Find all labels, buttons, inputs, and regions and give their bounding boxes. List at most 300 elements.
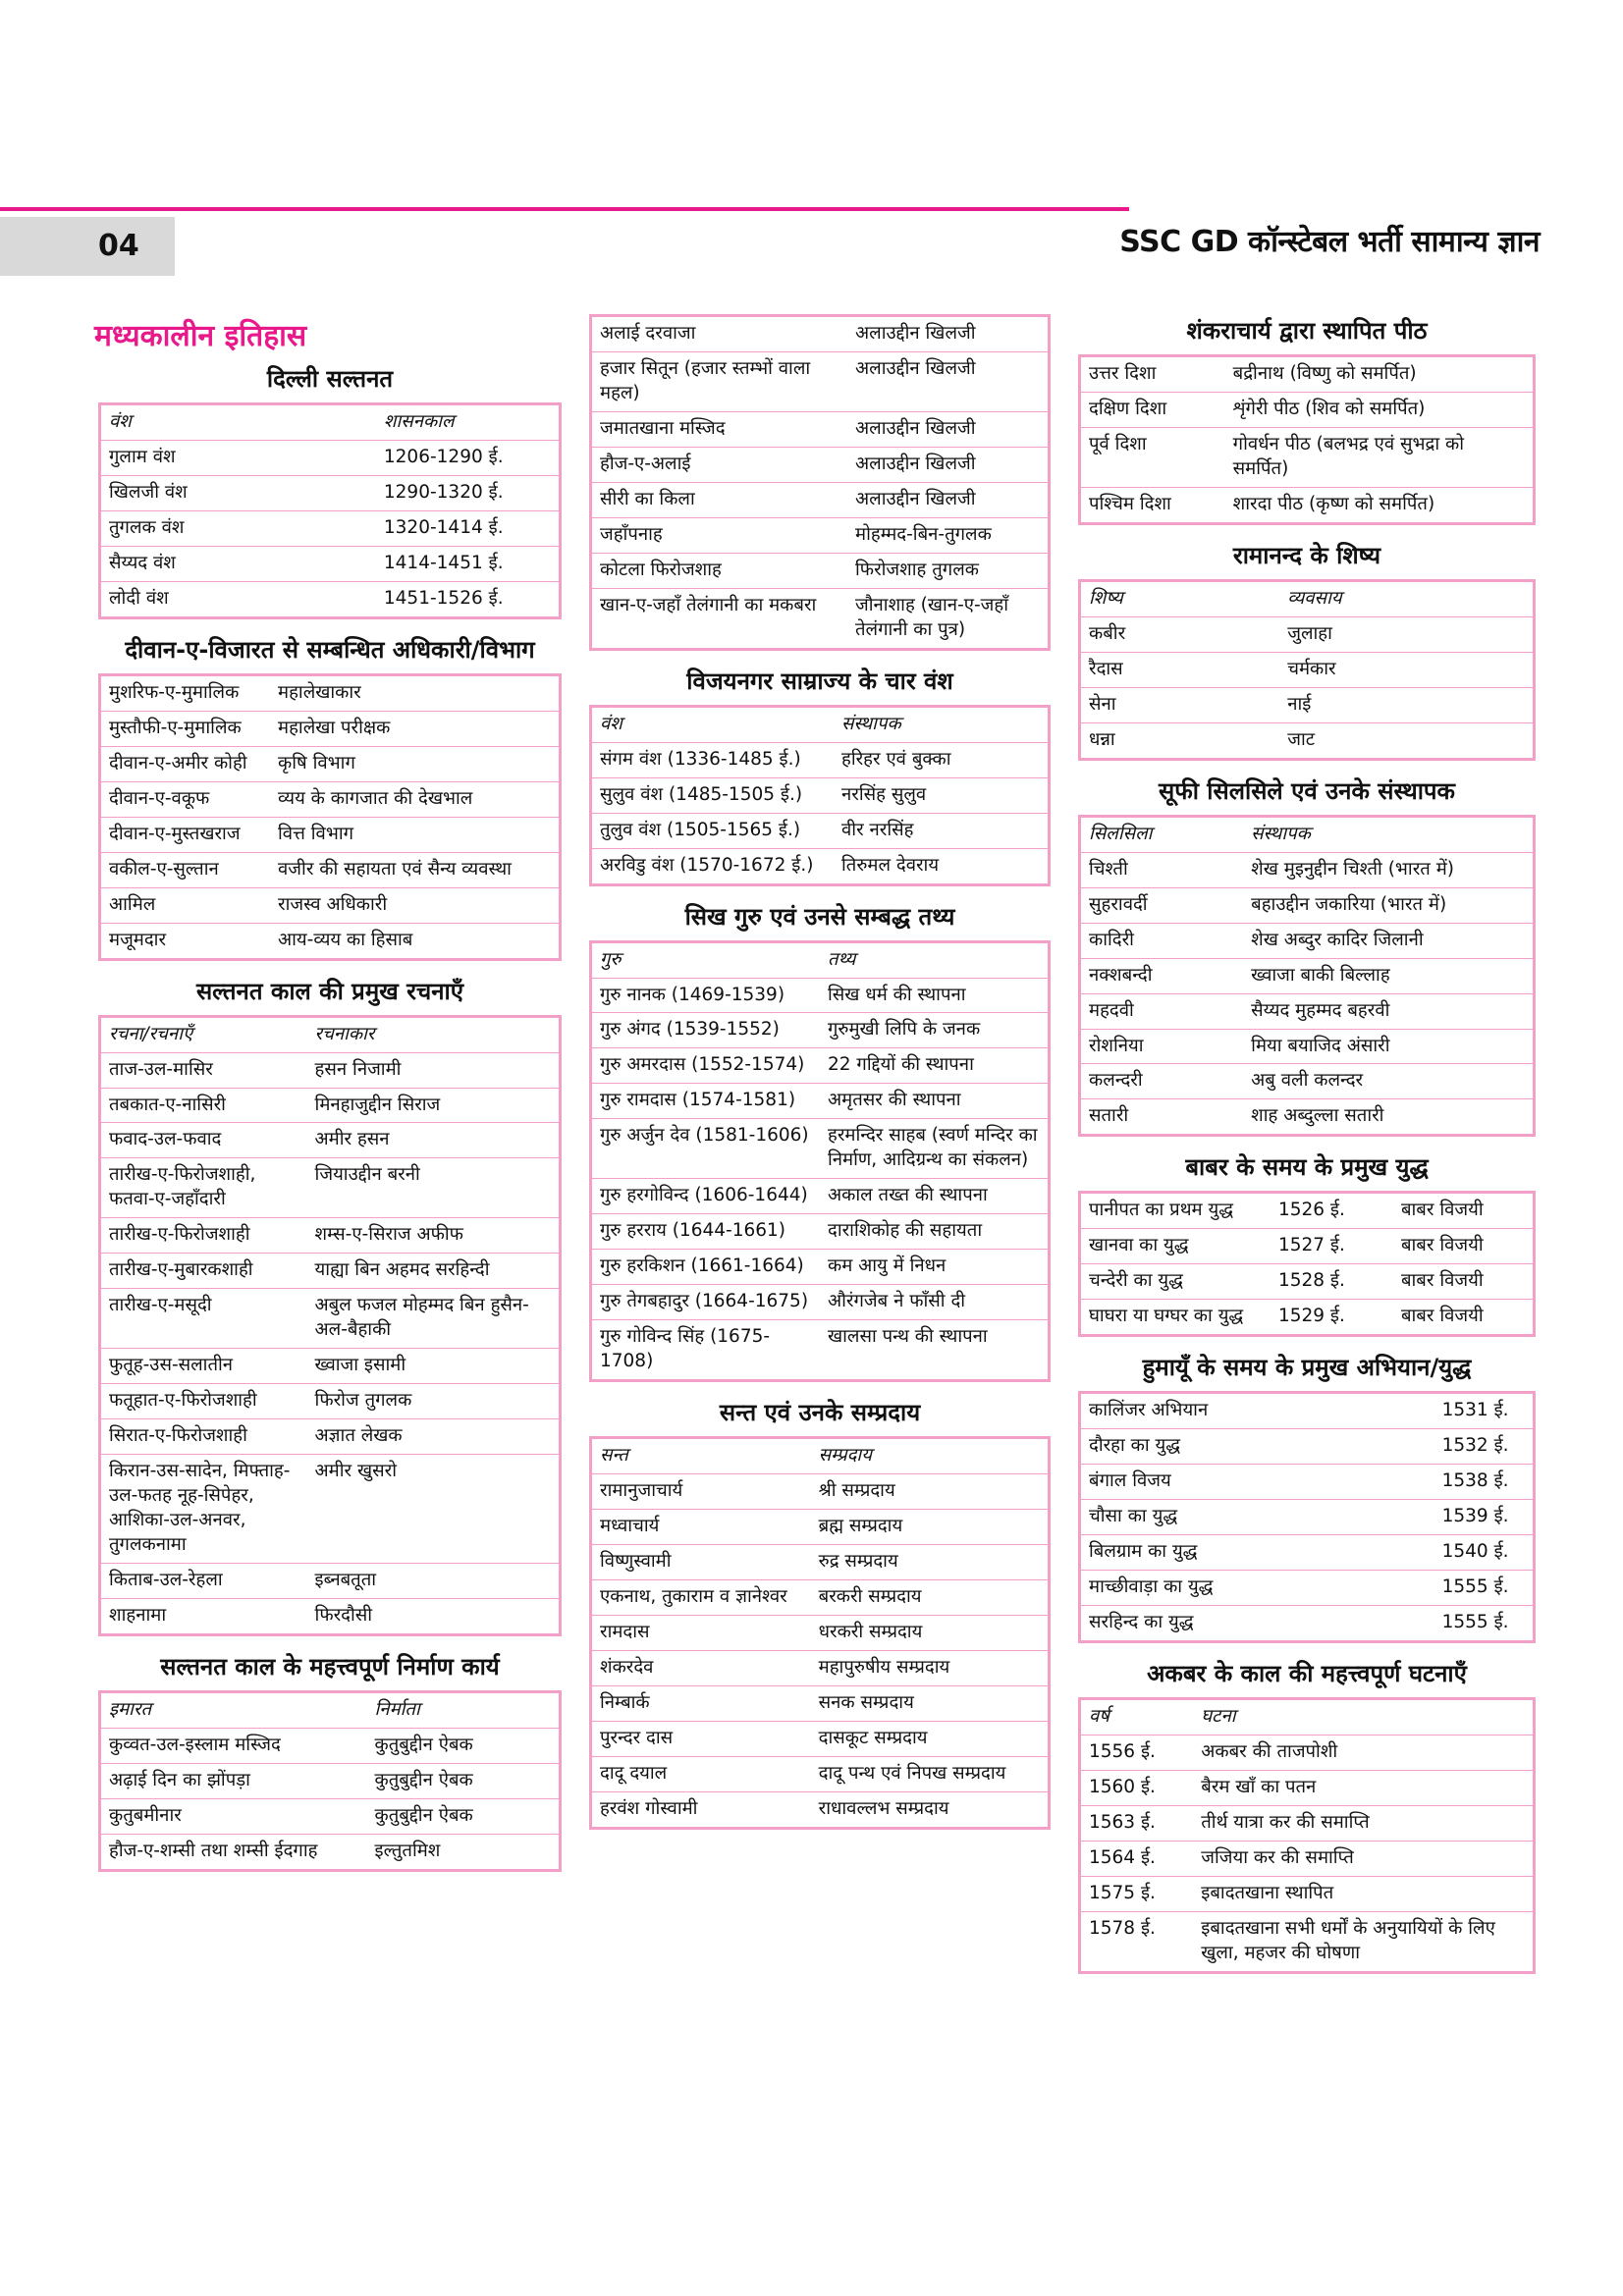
- table-row: [100, 1384, 561, 1419]
- section-title: दिल्ली सल्तनत: [266, 365, 394, 393]
- table-cell: फिरोज तुगलक: [307, 1384, 561, 1419]
- section-title: हुमायूँ के समय के प्रमुख अभियान/युद्ध: [1142, 1354, 1472, 1382]
- table-cell: जमातखाना मस्जिद: [591, 411, 848, 447]
- table-cell: वीर नरसिंह: [834, 813, 1050, 848]
- table-row: [100, 674, 561, 711]
- table-row: [100, 1419, 561, 1455]
- table-cell: हरवंश गोस्वामी: [600, 1797, 698, 1819]
- table-row: [591, 1084, 1050, 1119]
- table-row: [1080, 1429, 1535, 1465]
- table-row: [591, 1685, 1050, 1721]
- table-row: [1080, 722, 1535, 759]
- table-cell: राजस्व अधिकारी: [270, 887, 560, 923]
- table-cell: शाह अब्दुल्ला सतारी: [1251, 1105, 1384, 1127]
- table-cell: 1539 ई.: [1434, 1500, 1535, 1535]
- table-row: [1080, 1029, 1535, 1064]
- table-row: [100, 1349, 561, 1384]
- section: [1078, 1657, 1536, 1974]
- table-row: [1080, 1535, 1535, 1571]
- section-title: शंकराचार्य द्वारा स्थापित पीठ: [1186, 317, 1428, 345]
- data-table: [589, 314, 1051, 651]
- table-cell: याह्या बिन अहमद सरहिन्दी: [307, 1254, 561, 1289]
- table-header-row: [591, 941, 1050, 978]
- column-header: तथ्य: [820, 941, 1050, 978]
- column-header: रचनाकार: [307, 1016, 561, 1052]
- table-row: [1080, 1064, 1535, 1099]
- table-cell: एकनाथ, तुकाराम व ज्ञानेश्वर: [591, 1580, 811, 1616]
- column-header: घटना: [1193, 1699, 1534, 1735]
- table-cell: कुतुबुद्दीन ऐबक: [367, 1763, 561, 1798]
- table-cell: अमृतसर की स्थापना: [820, 1084, 1050, 1119]
- table-row: [591, 813, 1050, 848]
- table-cell: कम आयु में निधन: [820, 1250, 1050, 1285]
- table-cell: शम्स-ए-सिराज अफीफ: [307, 1218, 561, 1254]
- section: [589, 900, 1051, 1383]
- table-cell: कृषि विभाग: [270, 746, 560, 781]
- table-row: [100, 1834, 561, 1870]
- section-title: रामानन्द के शिष्य: [1232, 541, 1381, 569]
- table-row: [591, 742, 1050, 777]
- table-cell: हरमन्दिर साहब (स्वर्ण मन्दिर का निर्माण, आदिग्रन्थ का संकलन): [820, 1119, 1050, 1179]
- table-row: [1080, 1300, 1535, 1336]
- table-row: [1080, 1805, 1535, 1841]
- table-cell: ख्वाजा इसामी: [307, 1349, 561, 1384]
- table-cell: 1563 ई.: [1080, 1805, 1194, 1841]
- table-cell: तारीख-ए-मसूदी: [100, 1289, 307, 1349]
- table-row: [1080, 887, 1535, 923]
- data-table: [589, 940, 1051, 1383]
- table-cell: खानवा का युद्ध: [1080, 1229, 1271, 1264]
- table-header-row: [1080, 580, 1535, 616]
- table-row: [1080, 1465, 1535, 1500]
- table-cell: आमिल: [100, 887, 271, 923]
- table-row: [100, 1728, 561, 1763]
- table-cell: दक्षिण दिशा: [1080, 392, 1225, 427]
- table-cell: 1529 ई.: [1277, 1306, 1345, 1327]
- table-cell: जहाँपनाह: [591, 517, 848, 553]
- table-cell: अकबर की ताजपोशी: [1193, 1735, 1534, 1771]
- data-table: [98, 673, 562, 961]
- table-row: [100, 781, 561, 817]
- table-cell: अमीर हसन: [307, 1123, 561, 1158]
- table-cell: शारदा पीठ (कृष्ण को समर्पित): [1232, 493, 1435, 514]
- data-table: [98, 1690, 562, 1872]
- table-cell: कोटला फिरोजशाह: [591, 553, 848, 588]
- table-cell: बहाउद्दीन जकारिया (भारत में): [1243, 887, 1534, 923]
- chapter-title: मध्यकालीन इतिहास: [94, 319, 307, 353]
- data-table: [98, 402, 562, 619]
- table-row: [591, 1179, 1050, 1214]
- table-cell: इबादतखाना सभी धर्मों के अनुयायियों के लिए खुला, महजर की घोषणा: [1201, 1917, 1495, 1963]
- column-header: वर्ष: [1080, 1699, 1194, 1735]
- table-row: [100, 817, 561, 852]
- column-header: शिष्य: [1080, 580, 1280, 616]
- table-cell: शेख अब्दुर कादिर जिलानी: [1243, 923, 1534, 958]
- table-row: [591, 1474, 1050, 1510]
- table-cell: विष्णुस्वामी: [591, 1545, 811, 1580]
- table-cell: हौज-ए-शम्सी तथा शम्सी ईदगाह: [109, 1840, 318, 1861]
- table-cell: संगम वंश (1336-1485 ई.): [591, 742, 835, 777]
- table-row: [100, 923, 561, 959]
- table-cell: सैय्यद मुहम्मद बहरवी: [1243, 993, 1534, 1029]
- section: [98, 975, 562, 1636]
- table-row: [100, 1455, 561, 1564]
- section-title: सन्त एवं उनके सम्प्रदाय: [719, 1399, 921, 1427]
- table-cell: अलाउद्दीन खिलजी: [847, 482, 1049, 517]
- table-row: [1080, 427, 1535, 487]
- table-cell: दीवान-ए-वकूफ: [100, 781, 271, 817]
- table-cell: फतूहात-ए-फिरोजशाही: [100, 1384, 307, 1419]
- table-cell: श्री सम्प्रदाय: [811, 1474, 1050, 1510]
- section: [1078, 1351, 1536, 1643]
- table-cell: बाबर विजयी: [1393, 1264, 1535, 1300]
- table-cell: अढ़ाई दिन का झोंपड़ा: [100, 1763, 367, 1798]
- table-cell: हसन निजामी: [307, 1052, 561, 1088]
- table-row: [100, 1254, 561, 1289]
- table-row: [591, 351, 1050, 411]
- table-cell: सरहिन्द का युद्ध: [1089, 1612, 1194, 1633]
- table-cell: गोवर्धन पीठ (बलभद्र एवं सुभद्रा को समर्पित): [1225, 427, 1535, 487]
- table-cell: कुतुबुद्दीन ऐबक: [367, 1728, 561, 1763]
- table-row: [591, 1756, 1050, 1791]
- table-cell: मोहम्मद-बिन-तुगलक: [847, 517, 1049, 553]
- table-row: [591, 1721, 1050, 1756]
- section-title: सल्तनत काल की प्रमुख रचनाएँ: [195, 977, 464, 1005]
- table-header-row: [1080, 816, 1535, 852]
- table-cell: दादू पन्थ एवं निपख सम्प्रदाय: [811, 1756, 1050, 1791]
- table-cell: शंकरदेव: [591, 1650, 811, 1685]
- table-cell: गुरु नानक (1469-1539): [591, 978, 821, 1013]
- data-table: [1078, 579, 1536, 761]
- table-row: [591, 1214, 1050, 1250]
- section-title: सल्तनत काल के महत्त्वपूर्ण निर्माण कार्य: [160, 1652, 500, 1681]
- table-cell: जुलाहा: [1279, 616, 1534, 652]
- section: [1078, 539, 1536, 761]
- table-row: [591, 1580, 1050, 1616]
- table-cell: तिरुमल देवराय: [841, 854, 940, 876]
- table-cell: आय-व्यय का हिसाब: [278, 929, 413, 950]
- table-cell: कुव्वत-उल-इस्लाम मस्जिद: [100, 1728, 367, 1763]
- section: [98, 633, 562, 961]
- table-cell: 1320-1414 ई.: [376, 510, 561, 546]
- table-cell: 1414-1451 ई.: [376, 546, 561, 581]
- table-cell: ताज-उल-मासिर: [100, 1052, 307, 1088]
- table-cell: धन्ना: [1089, 728, 1115, 750]
- table-row: [1080, 392, 1535, 427]
- table-cell: दौरहा का युद्ध: [1080, 1429, 1434, 1465]
- table-row: [591, 1650, 1050, 1685]
- table-row: [591, 1119, 1050, 1179]
- table-cell: महालेखाकार: [270, 674, 560, 711]
- table-cell: इल्तुतमिश: [374, 1840, 441, 1861]
- column-header: वंश: [591, 706, 835, 742]
- table-cell: अरविडु वंश (1570-1672 ई.): [600, 854, 814, 876]
- column-header: रचना/रचनाएँ: [100, 1016, 307, 1052]
- table-cell: तबकात-ए-नासिरी: [100, 1088, 307, 1123]
- table-cell: 1555 ई.: [1434, 1571, 1535, 1606]
- table-row: [1080, 993, 1535, 1029]
- table-row: [1080, 1099, 1535, 1136]
- table-row: [591, 1545, 1050, 1580]
- table-cell: 1560 ई.: [1080, 1771, 1194, 1806]
- table-cell: कुतुबुद्दीन ऐबक: [367, 1798, 561, 1834]
- section-title: बाबर के समय के प्रमुख युद्ध: [1185, 1153, 1429, 1182]
- table-row: [100, 887, 561, 923]
- column-header: गुरु: [591, 941, 821, 978]
- data-table: [1078, 1191, 1536, 1337]
- table-cell: मुस्तौफी-ए-मुमालिक: [100, 711, 271, 746]
- data-table: [1078, 1391, 1536, 1643]
- table-row: [1080, 1771, 1535, 1806]
- table-cell: सिख धर्म की स्थापना: [820, 978, 1050, 1013]
- table-cell: फिरोजशाह तुगलक: [847, 553, 1049, 588]
- table-row: [1080, 1393, 1535, 1429]
- table-row: [1080, 616, 1535, 652]
- table-row: [1080, 1876, 1535, 1911]
- section: [1078, 1150, 1536, 1337]
- table-cell: जियाउद्दीन बरनी: [307, 1158, 561, 1218]
- table-cell: गुरु तेगबहादुर (1664-1675): [591, 1285, 821, 1320]
- section: [1078, 774, 1536, 1138]
- data-table: [589, 1436, 1051, 1830]
- section-title: विजयनगर साम्राज्य के चार वंश: [686, 667, 953, 695]
- table-cell: पानीपत का प्रथम युद्ध: [1080, 1193, 1271, 1229]
- table-row: [100, 546, 561, 581]
- column-header: निर्माता: [367, 1691, 561, 1728]
- column-3: [1078, 314, 1536, 1988]
- table-row: [1080, 1571, 1535, 1606]
- table-cell: 22 गद्दियों की स्थापना: [820, 1048, 1050, 1084]
- table-cell: सनक सम्प्रदाय: [811, 1685, 1050, 1721]
- table-row: [1080, 1264, 1535, 1300]
- table-cell: 1206-1290 ई.: [376, 440, 561, 475]
- table-cell: पुरन्दर दास: [591, 1721, 811, 1756]
- table-cell: मध्वाचार्य: [591, 1510, 811, 1545]
- table-cell: गुरु अमरदास (1552-1574): [591, 1048, 821, 1084]
- table-cell: 1564 ई.: [1080, 1841, 1194, 1876]
- data-table: [589, 705, 1051, 886]
- table-cell: रामानुजाचार्य: [591, 1474, 811, 1510]
- table-cell: खिलजी वंश: [100, 475, 376, 510]
- table-cell: नाई: [1279, 687, 1534, 722]
- table-row: [591, 978, 1050, 1013]
- table-cell: 1526 ई.: [1271, 1193, 1393, 1229]
- table-row: [591, 553, 1050, 588]
- column-header: संस्थापक: [834, 706, 1050, 742]
- table-cell: राधावल्लभ सम्प्रदाय: [818, 1797, 949, 1819]
- table-row: [1080, 1500, 1535, 1535]
- table-cell: पश्चिम दिशा: [1089, 493, 1171, 514]
- table-cell: चिश्ती: [1080, 852, 1244, 887]
- table-cell: अलाउद्दीन खिलजी: [847, 411, 1049, 447]
- table-cell: नक्शबन्दी: [1080, 958, 1244, 993]
- header-rule: [0, 207, 1129, 211]
- table-cell: वित्त विभाग: [270, 817, 560, 852]
- table-cell: पूर्व दिशा: [1080, 427, 1225, 487]
- page-number: 04: [0, 217, 175, 276]
- table-row: [100, 581, 561, 617]
- table-cell: बिलग्राम का युद्ध: [1080, 1535, 1434, 1571]
- table-row: [1080, 1841, 1535, 1876]
- table-cell: अलाई दरवाजा: [591, 316, 848, 352]
- section-title: अकबर के काल की महत्त्वपूर्ण घटनाएँ: [1147, 1660, 1467, 1688]
- table-header-row: [100, 1016, 561, 1052]
- table-cell: गुरु हरराय (1644-1661): [591, 1214, 821, 1250]
- table-row: [591, 588, 1050, 649]
- table-cell: अलाउद्दीन खिलजी: [847, 351, 1049, 411]
- table-cell: निम्बार्क: [591, 1685, 811, 1721]
- table-cell: वजीर की सहायता एवं सैन्य व्यवस्था: [270, 852, 560, 887]
- section: [589, 1396, 1051, 1830]
- table-cell: फिरदौसी: [314, 1605, 373, 1626]
- table-cell: गुरुमुखी लिपि के जनक: [820, 1013, 1050, 1048]
- table-row: [100, 1763, 561, 1798]
- table-cell: अलाउद्दीन खिलजी: [847, 316, 1049, 352]
- table-cell: गुलाम वंश: [100, 440, 376, 475]
- table-cell: बाबर विजयी: [1393, 1229, 1535, 1264]
- column-2: [589, 314, 1051, 1843]
- table-cell: गुरु गोविन्द सिंह (1675-1708): [600, 1326, 771, 1372]
- data-table: [1078, 1697, 1536, 1974]
- table-cell: इबादतखाना स्थापित: [1193, 1876, 1534, 1911]
- section-title: सूफी सिलसिले एवं उनके संस्थापक: [1158, 776, 1455, 805]
- table-row: [1080, 923, 1535, 958]
- table-row: [1080, 356, 1535, 393]
- table-row: [100, 711, 561, 746]
- table-cell: 1555 ई.: [1441, 1612, 1509, 1633]
- table-cell: नरसिंह सुलुव: [834, 777, 1050, 813]
- table-cell: उत्तर दिशा: [1080, 356, 1225, 393]
- table-cell: गुरु हरकिशन (1661-1664): [591, 1250, 821, 1285]
- section: [589, 665, 1051, 886]
- table-cell: बरकरी सम्प्रदाय: [811, 1580, 1050, 1616]
- table-cell: घाघरा या घग्घर का युद्ध: [1089, 1306, 1244, 1327]
- table-row: [591, 517, 1050, 553]
- table-cell: रुद्र सम्प्रदाय: [811, 1545, 1050, 1580]
- table-cell: महापुरुषीय सम्प्रदाय: [811, 1650, 1050, 1685]
- table-cell: इब्नबतूता: [307, 1564, 561, 1599]
- table-cell: बाबर विजयी: [1400, 1306, 1484, 1327]
- table-cell: रोशनिया: [1080, 1029, 1244, 1064]
- data-table: [1078, 815, 1536, 1138]
- table-cell: लोदी वंश: [109, 587, 169, 609]
- table-row: [100, 1158, 561, 1218]
- column-header: शासनकाल: [376, 404, 561, 441]
- table-cell: 1540 ई.: [1434, 1535, 1535, 1571]
- table-row: [1080, 687, 1535, 722]
- table-cell: गुरु अर्जुन देव (1581-1606): [591, 1119, 821, 1179]
- table-header-row: [591, 1438, 1050, 1474]
- table-cell: औरंगजेब ने फाँसी दी: [820, 1285, 1050, 1320]
- table-cell: 1451-1526 ई.: [383, 587, 504, 609]
- table-cell: व्यय के कागजात की देखभाल: [270, 781, 560, 817]
- table-row: [591, 1250, 1050, 1285]
- table-row: [591, 1013, 1050, 1048]
- column-1: [94, 314, 562, 1886]
- data-table: [98, 1015, 562, 1636]
- table-cell: जजिया कर की समाप्ति: [1193, 1841, 1534, 1876]
- table-cell: दीवान-ए-मुस्तखराज: [100, 817, 271, 852]
- table-row: [100, 852, 561, 887]
- table-cell: वकील-ए-सुल्तान: [100, 852, 271, 887]
- table-cell: माच्छीवाड़ा का युद्ध: [1080, 1571, 1434, 1606]
- table-cell: सतारी: [1089, 1105, 1129, 1127]
- table-row: [591, 848, 1050, 884]
- table-cell: दाराशिकोह की सहायता: [820, 1214, 1050, 1250]
- table-cell: बंगाल विजय: [1080, 1465, 1434, 1500]
- table-cell: हौज-ए-अलाई: [591, 447, 848, 482]
- table-cell: बाबर विजयी: [1393, 1193, 1535, 1229]
- table-cell: अज्ञात लेखक: [307, 1419, 561, 1455]
- table-row: [591, 447, 1050, 482]
- data-table: [1078, 354, 1536, 525]
- section: [98, 362, 562, 619]
- section-title: दीवान-ए-विजारत से सम्बन्धित अधिकारी/विभाग: [125, 635, 535, 664]
- table-cell: मुशरिफ-ए-मुमालिक: [100, 674, 271, 711]
- table-cell: हजार सितून (हजार स्तम्भों वाला महल): [591, 351, 848, 411]
- table-cell: तारीख-ए-मुबारकशाही: [100, 1254, 307, 1289]
- running-header-title: SSC GD कॉन्स्टेबल भर्ती सामान्य ज्ञान: [1119, 225, 1540, 259]
- table-row: [100, 1289, 561, 1349]
- table-cell: जाट: [1287, 728, 1316, 750]
- table-cell: मिनहाजुद्दीन सिराज: [307, 1088, 561, 1123]
- table-cell: दीवान-ए-अमीर कोही: [100, 746, 271, 781]
- table-row: [100, 1564, 561, 1599]
- table-cell: चौसा का युद्ध: [1080, 1500, 1434, 1535]
- table-cell: सुलुव वंश (1485-1505 ई.): [591, 777, 835, 813]
- table-cell: दादू दयाल: [591, 1756, 811, 1791]
- table-cell: गुरु हरगोविन्द (1606-1644): [591, 1179, 821, 1214]
- table-cell: कालिंजर अभियान: [1080, 1393, 1434, 1429]
- table-cell: मजूमदार: [109, 929, 167, 950]
- table-cell: गुरु रामदास (1574-1581): [591, 1084, 821, 1119]
- table-cell: 1538 ई.: [1434, 1465, 1535, 1500]
- table-cell: दासकूट सम्प्रदाय: [811, 1721, 1050, 1756]
- table-cell: 1528 ई.: [1271, 1264, 1393, 1300]
- table-row: [591, 316, 1050, 352]
- table-cell: खालसा पन्थ की स्थापना: [828, 1326, 988, 1348]
- table-row: [100, 746, 561, 781]
- table-row: [100, 475, 561, 510]
- table-cell: 1556 ई.: [1080, 1735, 1194, 1771]
- table-cell: खान-ए-जहाँ तेलंगानी का मकबरा: [600, 594, 817, 615]
- table-row: [1080, 487, 1535, 523]
- table-cell: शृंगेरी पीठ (शिव को समर्पित): [1225, 392, 1535, 427]
- table-row: [100, 1123, 561, 1158]
- table-cell: अलाउद्दीन खिलजी: [847, 447, 1049, 482]
- table-cell: अमीर खुसरो: [307, 1455, 561, 1564]
- table-row: [1080, 1735, 1535, 1771]
- table-cell: गुरु अंगद (1539-1552): [591, 1013, 821, 1048]
- column-header: वंश: [100, 404, 376, 441]
- table-row: [591, 411, 1050, 447]
- table-cell: सीरी का किला: [591, 482, 848, 517]
- table-row: [591, 777, 1050, 813]
- table-cell: बद्रीनाथ (विष्णु को समर्पित): [1225, 356, 1535, 393]
- table-row: [591, 1791, 1050, 1828]
- table-row: [1080, 958, 1535, 993]
- table-row: [1080, 1606, 1535, 1642]
- table-row: [100, 440, 561, 475]
- table-cell: 1290-1320 ई.: [376, 475, 561, 510]
- table-row: [1080, 1229, 1535, 1264]
- table-cell: महदवी: [1080, 993, 1244, 1029]
- table-cell: किरान-उस-सादेन, मिफ्ताह-उल-फतह नूह-सिपेहर, आशिका-उल-अनवर, तुगलकनामा: [100, 1455, 307, 1564]
- table-cell: शाहनामा: [109, 1605, 167, 1626]
- table-row: [1080, 1911, 1535, 1972]
- table-cell: सुहरावर्दी: [1080, 887, 1244, 923]
- table-cell: मिया बयाजिद अंसारी: [1243, 1029, 1534, 1064]
